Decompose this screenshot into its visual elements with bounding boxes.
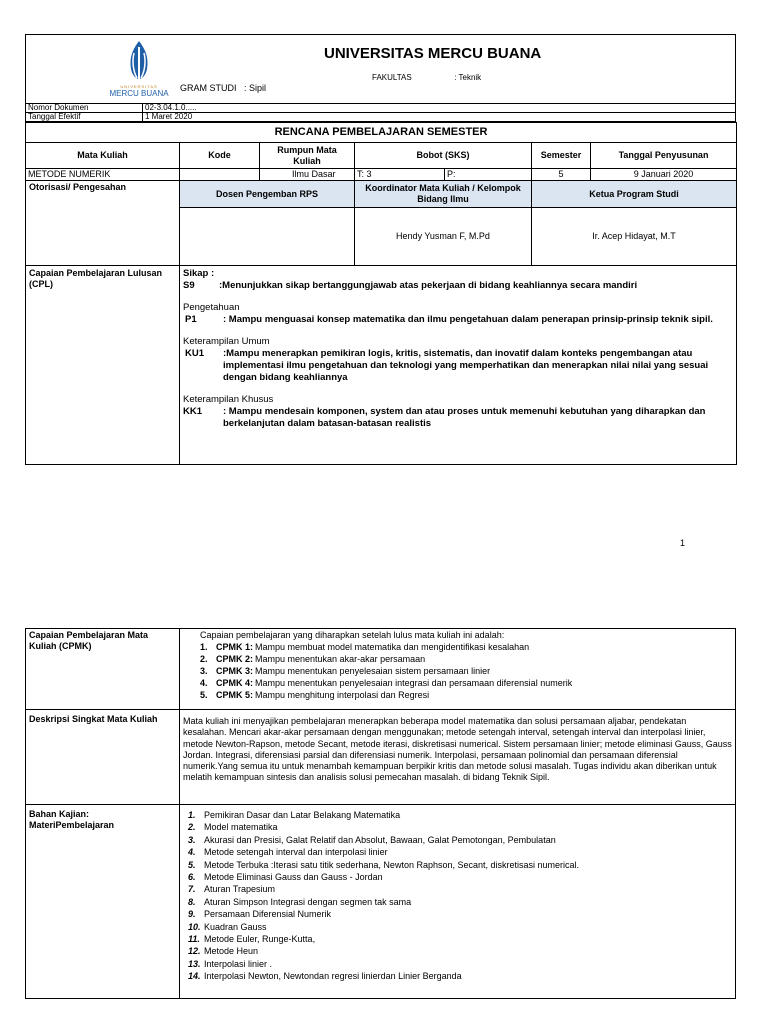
page-number: 1	[680, 538, 686, 548]
nomor-value: 02-3.04.1.0.....	[143, 104, 736, 113]
rumpun-value: Ilmu Dasar	[260, 169, 355, 181]
bahan-item	[188, 846, 732, 858]
header-rumpun: Rumpun Mata Kuliah	[260, 143, 355, 169]
logo-icon	[119, 39, 159, 81]
bahan-num: 1.	[188, 810, 196, 820]
deskripsi-text: Mata kuliah ini menyajikan pembelajaran menerapkan beberapa model matematika dan solusi persamaan aljabar, pendekatan kesalahan. Mencari akar-akar persamaan dengan menggunakan; metode setengah interval, setengah interval dan interpolasi linier, metode Newton-Rapson, metode Secant, metode iterasi, diskretisasi numerical. Sistem persamaan linier; metode eliminasi Gauss, Gauss Jordan. Integrasi, diferensiasi parsial dan diferensiasi numerik. Interpolasi, persamaan polinomial dan persamaan diferensial numerik.Yang semua itu untuk menambah kemampuan berpikir kritis dan metode solusi masalah. Tugas individu akan diberikan untuk melatih kemampuan sintesis dan analisis solusi pemecahan masalah. di bidang Teknik Sipil.	[180, 710, 736, 805]
bahan-item	[188, 809, 732, 821]
fakultas-value: : Teknik	[454, 73, 482, 82]
header-mata-kuliah: Mata Kuliah	[26, 143, 180, 169]
bobot-t-value: T: 3	[355, 169, 445, 181]
otorisasi-label: Otorisasi/ Pengesahan	[26, 181, 180, 266]
bahan-item	[188, 834, 732, 846]
cpmk-num: 3.	[200, 666, 208, 676]
kk-title: Keterampilan Khusus	[183, 394, 274, 405]
bahan-item	[188, 958, 732, 970]
bahan-item	[188, 921, 732, 933]
bahan-item	[188, 945, 732, 957]
cpmk-text: Mampu menentukan akar-akar persamaan	[255, 654, 426, 664]
page-2	[25, 628, 736, 999]
bahan-text: Pemikiran Dasar dan Latar Belakang Matematika	[204, 810, 401, 820]
bahan-text: Metode Heun	[204, 946, 259, 957]
cpmk-label: Capaian Pembelajaran Mata Kuliah (CPMK)	[26, 629, 180, 710]
bobot-p-value: P:	[445, 169, 532, 181]
bahan-num: 11.	[188, 934, 200, 945]
cpmk-item	[200, 677, 732, 689]
cpmk-code: CPMK 2:	[216, 654, 254, 664]
bahan-text: Kuadran Gauss	[204, 921, 267, 932]
bahan-text: Metode Eliminasi Gauss dan Gauss - Jordan	[204, 872, 383, 883]
kk1-code: KK1	[183, 406, 203, 417]
cpmk-num: 2.	[200, 654, 208, 664]
prodi-line	[180, 83, 266, 94]
p1-code: P1	[185, 314, 197, 325]
nomor-label: Nomor Dokumen	[26, 104, 143, 113]
bahan-label: Bahan Kajian: MateriPembelajaran	[26, 805, 180, 999]
cpl-content	[180, 266, 737, 465]
cpl-s9	[183, 280, 733, 292]
bahan-item	[188, 871, 732, 883]
cpmk-num: 4.	[200, 678, 208, 688]
cpmk-text: Mampu menentukan penyelesaian integrasi dan persamaan diferensial numerik	[255, 678, 573, 688]
s9-code: S9	[183, 280, 195, 291]
cpmk-item	[200, 665, 732, 677]
cpmk-item	[200, 689, 732, 701]
bahan-num: 3.	[188, 834, 196, 845]
bahan-text: Interpolasi Newton, Newtondan regresi linierdan Linier Berganda	[204, 971, 462, 982]
ku-title: Keterampilan Umum	[183, 336, 270, 347]
bahan-num: 9.	[188, 909, 196, 920]
header-kode: Kode	[180, 143, 260, 169]
bahan-text: Persamaan Diferensial Numerik	[204, 909, 332, 920]
ketua-prodi-value: Ir. Acep Hidayat, M.T	[532, 208, 737, 266]
bahan-item	[188, 896, 732, 908]
tanggal-penyusunan-value: 9 Januari 2020	[591, 169, 737, 181]
cpl-label: Capaian Pembelajaran Lulusan (CPL)	[26, 266, 180, 465]
ketua-prodi-header: Ketua Program Studi	[532, 181, 737, 208]
tanggal-efektif-label: Tanggal Efektif	[26, 113, 143, 122]
cpmk-code: CPMK 3:	[216, 666, 254, 676]
bahan-item	[188, 883, 732, 895]
cpmk-num: 5.	[200, 690, 208, 700]
cpmk-text: Mampu menghitung interpolasi dan Regresi	[255, 690, 430, 700]
cpmk-content	[180, 629, 736, 710]
rps-table	[25, 122, 737, 465]
bahan-num: 7.	[188, 884, 196, 895]
cpl-p1	[183, 314, 733, 326]
cpmk-text: Mampu menentukan penyelesaian sistem persamaan linier	[255, 666, 491, 676]
bahan-num: 5.	[188, 859, 196, 870]
logo-top-text: UNIVERSITAS	[120, 84, 158, 89]
sikap-title: Sikap :	[183, 268, 215, 279]
s9-text: :Menunjukkan sikap bertanggungjawab atas pekerjaan di bidang keahliannya secara mandiri	[219, 280, 638, 291]
cpmk-code: CPMK 5:	[216, 690, 254, 700]
deskripsi-label: Deskripsi Singkat Mata Kuliah	[26, 710, 180, 805]
prodi-value: : Sipil	[244, 83, 267, 93]
bahan-text: Aturan Trapesium	[204, 884, 276, 895]
semester-value: 5	[532, 169, 591, 181]
bahan-text: Metode Euler, Runge-Kutta,	[204, 934, 316, 945]
cpmk-code: CPMK 1:	[216, 642, 254, 652]
bahan-text: Interpolasi linier .	[204, 958, 273, 969]
bahan-list	[188, 809, 732, 983]
bahan-item	[188, 821, 732, 833]
koordinator-header: Koordinator Mata Kuliah / Kelompok Bidang Ilmu	[355, 181, 532, 208]
fakultas-label: FAKULTAS	[372, 73, 412, 82]
header-cell	[26, 35, 736, 104]
header-tanggal-penyusunan: Tanggal Penyusunan	[591, 143, 737, 169]
fakultas-line	[372, 72, 481, 83]
page-1	[25, 34, 736, 465]
header-table	[25, 34, 736, 122]
dosen-pengembang-header: Dosen Pengemban RPS	[180, 181, 355, 208]
university-logo	[99, 39, 179, 98]
ku1-code: KU1	[185, 348, 205, 359]
bahan-item	[188, 970, 732, 982]
bahan-text: Metode setengah interval dan interpolasi linier	[204, 847, 388, 858]
cpmk-list	[200, 641, 732, 701]
cpl-kk1	[183, 406, 733, 430]
bahan-text: Model matematika	[204, 822, 278, 833]
prodi-label: GRAM STUDI	[180, 83, 237, 93]
bahan-num: 8.	[188, 896, 196, 907]
cpmk-item	[200, 653, 732, 665]
rps-table-continued	[25, 628, 736, 999]
university-name: UNIVERSITAS MERCU BUANA	[324, 45, 542, 62]
bahan-num: 13.	[188, 958, 201, 969]
bahan-num: 6.	[188, 872, 196, 883]
header-bobot: Bobot (SKS)	[355, 143, 532, 169]
tanggal-efektif-value: 1 Maret 2020	[143, 113, 736, 122]
bahan-text: Akurasi dan Presisi, Galat Relatif dan Absolut, Bawaan, Galat Pemotongan, Pembulatan	[204, 834, 556, 845]
bahan-content	[180, 805, 736, 999]
bahan-item	[188, 908, 732, 920]
logo-name-text: MERCU BUANA	[109, 89, 169, 98]
bahan-text: Metode Terbuka :Iterasi satu titik sederhana, Newton Raphson, Secant, diskretisasi numerical.	[204, 859, 580, 870]
kode-value	[180, 169, 260, 181]
kk1-text: : Mampu mendesain komponen, system dan atau proses untuk memenuhi kebutuhan yang diharapkan dan berkelanjutan dalam batasan-batasan realistis	[223, 406, 706, 429]
bahan-num: 14.	[188, 971, 201, 982]
bahan-item	[188, 859, 732, 871]
cpmk-num: 1.	[200, 642, 208, 652]
pengetahuan-title: Pengetahuan	[183, 302, 240, 313]
bahan-num: 2.	[188, 822, 196, 833]
p1-text: : Mampu menguasai konsep matematika dan ilmu pengetahuan dalam penerapan prinsip-prinsip teknik sipil.	[223, 314, 713, 325]
bahan-num: 10.	[188, 921, 201, 932]
mata-kuliah-value: METODE NUMERIK	[26, 169, 180, 181]
document-title: RENCANA PEMBELAJARAN SEMESTER	[26, 123, 737, 143]
ku1-text: :Mampu menerapkan pemikiran logis, kritis, sistematis, dan inovatif dalam konteks pengembangan atau implementasi ilmu pengetahuan dan teknologi yang memperhatikan dan menerapkan nilai nilai yang sesuai dengan bidang keahliannya	[223, 348, 709, 383]
cpmk-intro: Capaian pembelajaran yang diharapkan setelah lulus mata kuliah ini adalah:	[200, 630, 505, 640]
bahan-num: 4.	[188, 847, 196, 858]
bahan-num: 12.	[188, 946, 201, 957]
dosen-pengembang-value	[180, 208, 355, 266]
cpmk-code: CPMK 4:	[216, 678, 254, 688]
bahan-text: Aturan Simpson Integrasi dengan segmen tak sama	[204, 896, 412, 907]
bahan-item	[188, 933, 732, 945]
koordinator-value: Hendy Yusman F, M.Pd	[355, 208, 532, 266]
cpmk-text: Mampu membuat model matematika dan mengidentifikasi kesalahan	[255, 642, 530, 652]
header-semester: Semester	[532, 143, 591, 169]
cpl-ku1	[183, 348, 733, 384]
cpmk-item	[200, 641, 732, 653]
